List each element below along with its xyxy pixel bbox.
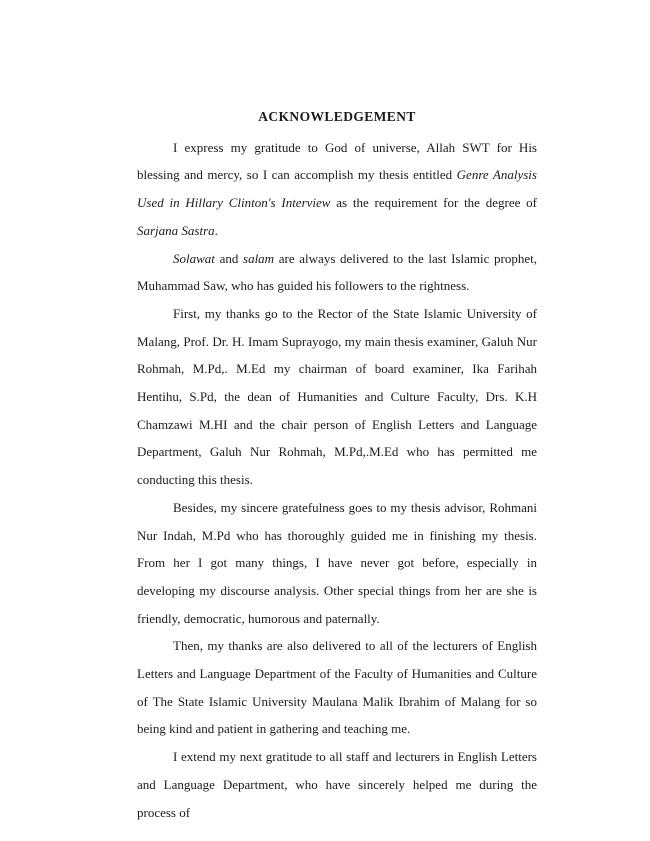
paragraph-1: [137, 134, 537, 245]
paragraph-6: [137, 743, 537, 826]
text-run: are always delivered to the last Islamic prophet, Muhammad Saw, who has guided his followers to the rightness.: [137, 250, 537, 294]
italic-text-run: salam: [243, 250, 275, 266]
text-run: and: [214, 250, 244, 266]
italic-text-run: Solawat: [173, 250, 215, 266]
italic-text-run: Sarjana Sastra: [137, 222, 215, 238]
paragraph-5: [137, 632, 537, 743]
text-run: I extend my next gratitude to all staff and lecturers in English Letters and Language Department, who have sincerely helped me during the process of: [137, 749, 537, 820]
text-run: as the requirement for the degree of: [330, 195, 537, 211]
document-body: [137, 103, 537, 826]
text-run: Then, my thanks are also delivered to all of the lecturers of English Letters and Language Department of the Faculty of Humanities and Culture of The State Islamic University Maulana Malik Ibrahim of Malang for so being kind and patient in gathering and teaching me.: [137, 638, 537, 737]
page-title: ACKNOWLEDGEMENT: [258, 109, 416, 124]
text-run: Besides, my sincere gratefulness goes to my thesis advisor, Rohmani Nur Indah, M.Pd who has thoroughly guided me in finishing my thesis. From her I got many things, I have never got before, especially in developing my discourse analysis. Other special things from her are she is friendly, democratic, humorous and paternally.: [137, 499, 537, 626]
italic-text-run: Genre Analysis Used in Hillary Clinton's Interview: [137, 167, 537, 211]
paragraph-3: [137, 300, 537, 494]
paragraph-2: [137, 245, 537, 300]
text-run: .: [214, 222, 218, 238]
text-run: First, my thanks go to the Rector of the State Islamic University of Malang, Prof. Dr. H. Imam Suprayogo, my main thesis examiner, Galuh Nur Rohmah, M.Pd,. M.Ed my chairman of board examiner, Ika Farihah Hentihu, S.Pd, the dean of Humanities and Culture Faculty, Drs. K.H Chamzawi M.HI and the chair person of English Letters and Language Department, Galuh Nur Rohmah, M.Pd,.M.Ed who has permitted me conducting this thesis.: [137, 305, 537, 488]
paragraph-4: [137, 494, 537, 633]
text-run: I express my gratitude to God of universe, Allah SWT for His blessing and mercy, so I can accomplish my thesis entitled: [137, 139, 537, 183]
